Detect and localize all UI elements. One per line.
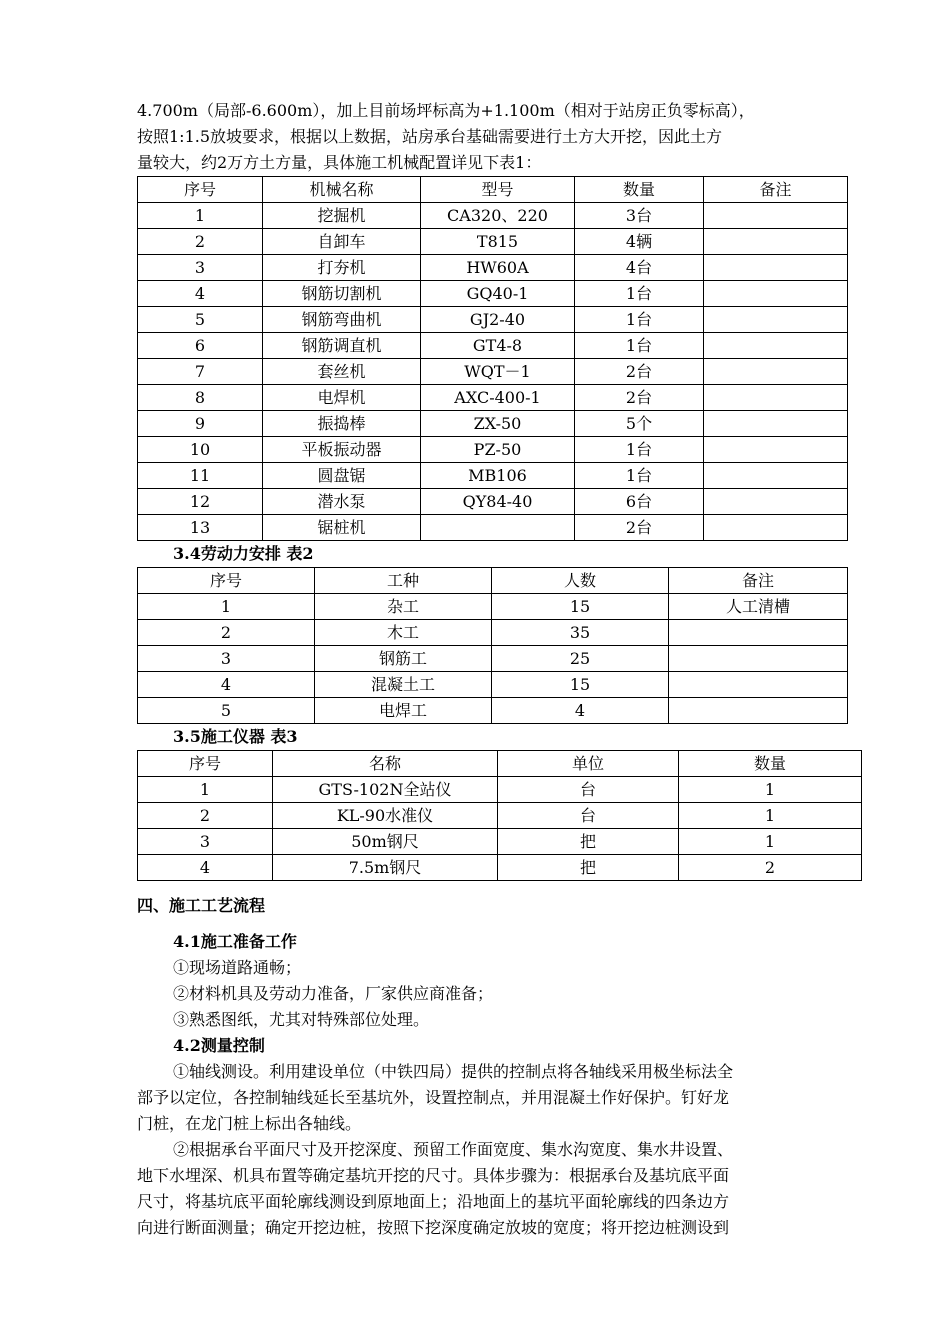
table-row bbox=[138, 307, 848, 333]
table-cell: 2台 bbox=[575, 385, 704, 411]
table-cell: 1 bbox=[138, 203, 263, 229]
table-cell: 1台 bbox=[575, 307, 704, 333]
table-cell: 5个 bbox=[575, 411, 704, 437]
table-cell: 把 bbox=[498, 829, 679, 855]
table-cell: HW60A bbox=[421, 255, 575, 281]
table-cell: 电焊工 bbox=[315, 698, 492, 724]
table-row bbox=[138, 437, 848, 463]
table-cell: 6台 bbox=[575, 489, 704, 515]
header-cell: 型号 bbox=[421, 177, 575, 203]
table-cell: 把 bbox=[498, 855, 679, 881]
table-cell: CA320、220 bbox=[421, 203, 575, 229]
intro-paragraph bbox=[137, 98, 857, 176]
table-cell: 2台 bbox=[575, 515, 704, 541]
table-cell: 1台 bbox=[575, 333, 704, 359]
table-row bbox=[138, 515, 848, 541]
table-cell: 9 bbox=[138, 411, 263, 437]
table-cell: 12 bbox=[138, 489, 263, 515]
table-row bbox=[138, 672, 848, 698]
table-cell: T815 bbox=[421, 229, 575, 255]
table-cell: 4台 bbox=[575, 255, 704, 281]
table-cell: WQT－1 bbox=[421, 359, 575, 385]
table-cell: 4辆 bbox=[575, 229, 704, 255]
table-cell: 2 bbox=[138, 803, 273, 829]
table-cell: QY84-40 bbox=[421, 489, 575, 515]
table-cell: PZ-50 bbox=[421, 437, 575, 463]
table-cell bbox=[704, 307, 848, 333]
table-cell: 4 bbox=[492, 698, 669, 724]
table-cell: 8 bbox=[138, 385, 263, 411]
table-cell: 5 bbox=[138, 698, 315, 724]
table-cell: 1 bbox=[679, 777, 862, 803]
table-cell: 13 bbox=[138, 515, 263, 541]
table-row bbox=[138, 489, 848, 515]
table-cell: 木工 bbox=[315, 620, 492, 646]
survey-paragraph-2 bbox=[137, 1137, 857, 1241]
table-row bbox=[138, 463, 848, 489]
labor-table bbox=[137, 567, 848, 724]
table-cell: 50m钢尺 bbox=[273, 829, 498, 855]
list-item: ②材料机具及劳动力准备，厂家供应商准备； bbox=[173, 984, 494, 1003]
table-cell: GTS-102N全站仪 bbox=[273, 777, 498, 803]
section-title-4: 四、施工工艺流程 bbox=[137, 896, 266, 915]
table-cell: 3 bbox=[138, 829, 273, 855]
table-cell: 台 bbox=[498, 777, 679, 803]
table-cell: 自卸车 bbox=[263, 229, 421, 255]
table-row bbox=[138, 620, 848, 646]
table-cell: 钢筋调直机 bbox=[263, 333, 421, 359]
table-cell: 1 bbox=[679, 829, 862, 855]
table-cell bbox=[669, 698, 848, 724]
table-cell: GT4-8 bbox=[421, 333, 575, 359]
table-row bbox=[138, 646, 848, 672]
table-cell: 3 bbox=[138, 255, 263, 281]
table-cell: 打夯机 bbox=[263, 255, 421, 281]
table-cell: 25 bbox=[492, 646, 669, 672]
table-row bbox=[138, 203, 848, 229]
table-row bbox=[138, 698, 848, 724]
table-cell: ZX-50 bbox=[421, 411, 575, 437]
table-cell: 3台 bbox=[575, 203, 704, 229]
table-cell: 钢筋弯曲机 bbox=[263, 307, 421, 333]
table-cell: GJ2-40 bbox=[421, 307, 575, 333]
survey-paragraph-1 bbox=[137, 1059, 857, 1137]
table-cell: 1台 bbox=[575, 437, 704, 463]
table-cell: 4 bbox=[138, 855, 273, 881]
table-header-row bbox=[138, 751, 862, 777]
table-cell bbox=[704, 229, 848, 255]
table-cell: 10 bbox=[138, 437, 263, 463]
table-row bbox=[138, 411, 848, 437]
table-row bbox=[138, 594, 848, 620]
table-row bbox=[138, 281, 848, 307]
intro-line: 量较大，约2万方土方量，具体施工机械配置详见下表1： bbox=[137, 153, 542, 172]
header-cell: 序号 bbox=[138, 751, 273, 777]
table-cell bbox=[704, 515, 848, 541]
table-cell: 钢筋切割机 bbox=[263, 281, 421, 307]
table-row bbox=[138, 229, 848, 255]
table-cell: MB106 bbox=[421, 463, 575, 489]
table-cell bbox=[704, 255, 848, 281]
document-page bbox=[137, 98, 857, 1241]
intro-line: 4.700m（局部-6.600m），加上目前场坪标高为+1.100m（相对于站房正负零标高）， bbox=[137, 101, 755, 120]
table-row bbox=[138, 359, 848, 385]
table-cell bbox=[704, 411, 848, 437]
heading-3-5: 3.5施工仪器 表3 bbox=[173, 727, 298, 746]
table-row bbox=[138, 333, 848, 359]
table-cell: 2 bbox=[138, 620, 315, 646]
header-cell: 人数 bbox=[492, 568, 669, 594]
table-cell: KL-90水准仪 bbox=[273, 803, 498, 829]
table-cell: 潜水泵 bbox=[263, 489, 421, 515]
instruments-table bbox=[137, 750, 862, 881]
table-cell: 1台 bbox=[575, 281, 704, 307]
table-cell: GQ40-1 bbox=[421, 281, 575, 307]
table-row bbox=[138, 255, 848, 281]
paragraph-line: 尺寸，将基坑底平面轮廓线测设到原地面上；沿地面上的基坑平面轮廓线的四条边方 bbox=[137, 1192, 730, 1211]
table-cell bbox=[704, 489, 848, 515]
table-row bbox=[138, 829, 862, 855]
table-cell: AXC-400-1 bbox=[421, 385, 575, 411]
heading-4-2: 4.2测量控制 bbox=[173, 1036, 265, 1055]
table-header-row bbox=[138, 177, 848, 203]
table-cell: 混凝土工 bbox=[315, 672, 492, 698]
table-row bbox=[138, 385, 848, 411]
table-cell bbox=[704, 281, 848, 307]
header-cell: 数量 bbox=[575, 177, 704, 203]
prep-list bbox=[137, 955, 857, 1033]
table-cell: 7 bbox=[138, 359, 263, 385]
table-cell: 2台 bbox=[575, 359, 704, 385]
table-cell bbox=[704, 203, 848, 229]
table-cell: 15 bbox=[492, 594, 669, 620]
header-cell: 名称 bbox=[273, 751, 498, 777]
table-cell: 人工清槽 bbox=[669, 594, 848, 620]
table-row bbox=[138, 855, 862, 881]
intro-line: 按照1:1.5放坡要求，根据以上数据，站房承台基础需要进行土方大开挖，因此土方 bbox=[137, 127, 723, 146]
table-cell: 1 bbox=[138, 777, 273, 803]
table-cell: 1 bbox=[138, 594, 315, 620]
table-header-row bbox=[138, 568, 848, 594]
table-cell: 台 bbox=[498, 803, 679, 829]
table-row bbox=[138, 777, 862, 803]
header-cell: 备注 bbox=[669, 568, 848, 594]
table-cell: 6 bbox=[138, 333, 263, 359]
heading-4-1: 4.1施工准备工作 bbox=[173, 932, 297, 951]
paragraph-line: ①轴线测设。利用建设单位（中铁四局）提供的控制点将各轴线采用极坐标法全 bbox=[173, 1062, 734, 1081]
table-cell: 钢筋工 bbox=[315, 646, 492, 672]
table-cell bbox=[704, 385, 848, 411]
paragraph-line: 向进行断面测量；确定开挖边桩，按照下挖深度确定放坡的宽度；将开挖边桩测设到 bbox=[137, 1218, 730, 1237]
list-item: ①现场道路通畅； bbox=[173, 958, 302, 977]
header-cell: 序号 bbox=[138, 177, 263, 203]
table-cell bbox=[669, 646, 848, 672]
table-cell: 2 bbox=[679, 855, 862, 881]
table-cell: 4 bbox=[138, 281, 263, 307]
table-cell bbox=[704, 359, 848, 385]
table-cell: 锯桩机 bbox=[263, 515, 421, 541]
header-cell: 工种 bbox=[315, 568, 492, 594]
table-cell: 圆盘锯 bbox=[263, 463, 421, 489]
table-cell bbox=[704, 333, 848, 359]
paragraph-line: 部予以定位，各控制轴线延长至基坑外，设置控制点，并用混凝土作好保护。钉好龙 bbox=[137, 1088, 730, 1107]
machinery-table bbox=[137, 176, 848, 541]
table-cell bbox=[669, 672, 848, 698]
table-cell: 平板振动器 bbox=[263, 437, 421, 463]
table-cell: 杂工 bbox=[315, 594, 492, 620]
table-cell: 35 bbox=[492, 620, 669, 646]
header-cell: 备注 bbox=[704, 177, 848, 203]
table-cell: 3 bbox=[138, 646, 315, 672]
paragraph-line: 门桩，在龙门桩上标出各轴线。 bbox=[137, 1114, 362, 1133]
paragraph-line: ②根据承台平面尺寸及开挖深度、预留工作面宽度、集水沟宽度、集水井设置、 bbox=[173, 1140, 734, 1159]
table-cell bbox=[704, 437, 848, 463]
table-cell: 15 bbox=[492, 672, 669, 698]
header-cell: 机械名称 bbox=[263, 177, 421, 203]
table-cell: 7.5m钢尺 bbox=[273, 855, 498, 881]
header-cell: 数量 bbox=[679, 751, 862, 777]
table-cell: 1 bbox=[679, 803, 862, 829]
list-item: ③熟悉图纸，尤其对特殊部位处理。 bbox=[173, 1010, 430, 1029]
table-cell: 4 bbox=[138, 672, 315, 698]
table-cell: 5 bbox=[138, 307, 263, 333]
table-cell: 11 bbox=[138, 463, 263, 489]
table-cell bbox=[421, 515, 575, 541]
header-cell: 序号 bbox=[138, 568, 315, 594]
heading-3-4: 3.4劳动力安排 表2 bbox=[173, 544, 314, 563]
table-cell bbox=[669, 620, 848, 646]
paragraph-line: 地下水埋深、机具布置等确定基坑开挖的尺寸。具体步骤为：根据承台及基坑底平面 bbox=[137, 1166, 730, 1185]
table-row bbox=[138, 803, 862, 829]
table-cell: 1台 bbox=[575, 463, 704, 489]
table-cell: 振捣棒 bbox=[263, 411, 421, 437]
table-cell: 电焊机 bbox=[263, 385, 421, 411]
header-cell: 单位 bbox=[498, 751, 679, 777]
table-cell: 套丝机 bbox=[263, 359, 421, 385]
table-cell: 2 bbox=[138, 229, 263, 255]
table-cell bbox=[704, 463, 848, 489]
table-cell: 挖掘机 bbox=[263, 203, 421, 229]
